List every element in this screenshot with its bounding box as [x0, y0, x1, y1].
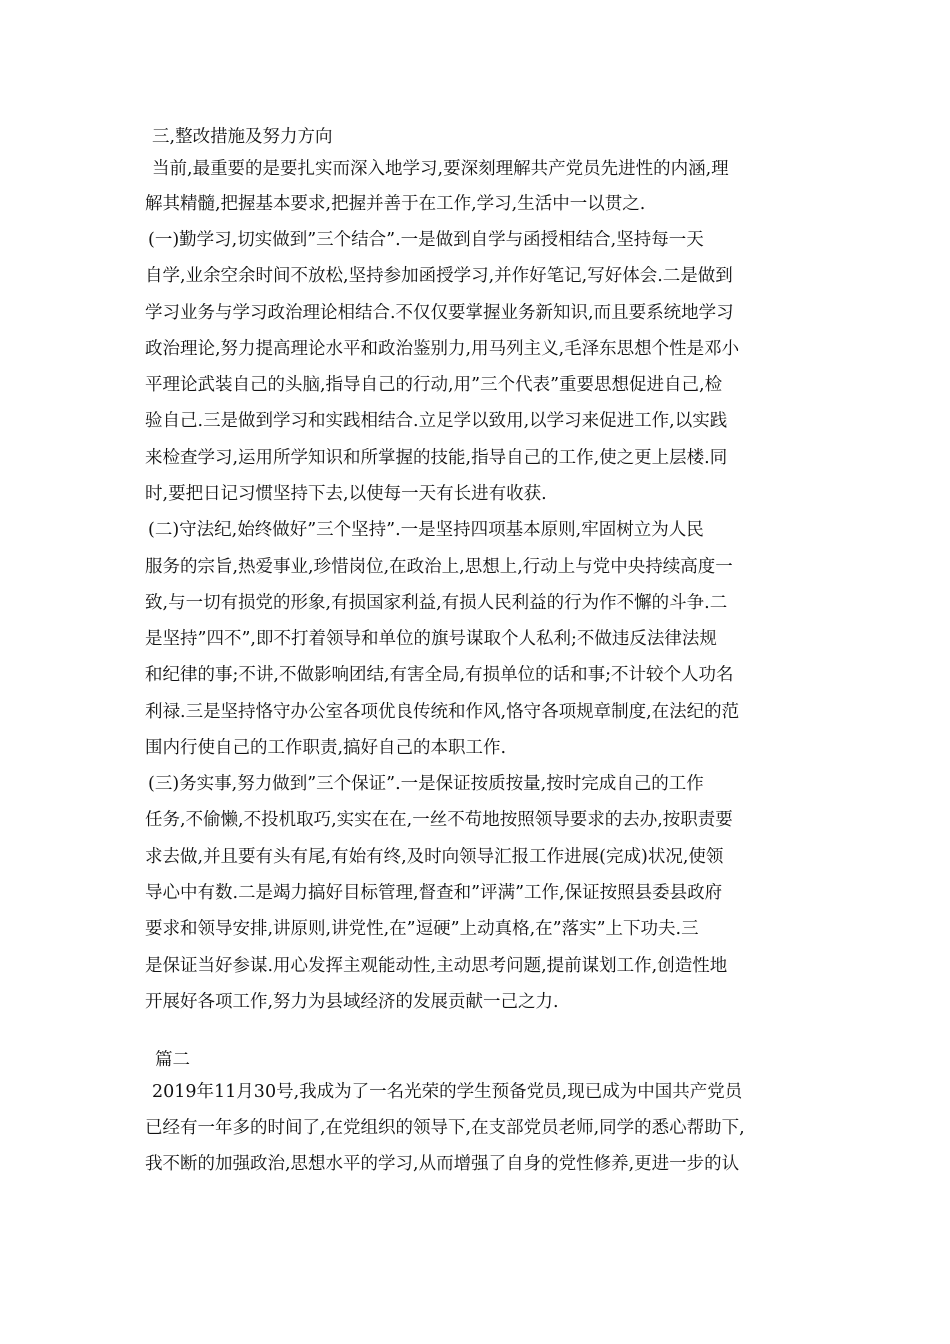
text-line: 2019年11月30号,我成为了一名光荣的学生预备党员,现已成为中国共产党员 — [152, 1082, 743, 1102]
text-line: 政治理论,努力提高理论水平和政治鉴别力,用马列主义,毛泽东思想个性是邓小 — [145, 339, 740, 359]
text-line: 和纪律的事;不讲,不做影响团结,有害全局,有损单位的话和事;不计较个人功名 — [145, 665, 734, 685]
text-line: 自学,业余空余时间不放松,坚持参加函授学习,并作好笔记,写好体会.二是做到 — [145, 266, 733, 286]
text-line: 要求和领导安排,讲原则,讲党性,在”逗硬”上动真格,在”落实”上下功夫.三 — [145, 919, 699, 939]
section-heading: 三,整改措施及努力方向 — [152, 127, 333, 147]
text-line: 利禄.三是坚持恪守办公室各项优良传统和作风,恪守各项规章制度,在法纪的范 — [145, 702, 740, 722]
part-heading: 篇二 — [155, 1050, 190, 1070]
text-line: 围内行使自己的工作职责,搞好自己的本职工作. — [145, 738, 507, 758]
text-line: 时,要把日记习惯坚持下去,以使每一天有长进有收获. — [145, 484, 547, 504]
text-line: 我不断的加强政治,思想水平的学习,从而增强了自身的党性修养,更进一步的认 — [145, 1154, 740, 1174]
text-line: 任务,不偷懒,不投机取巧,实实在在,一丝不苟地按照领导要求的去办,按职责要 — [145, 810, 733, 830]
text-line: (三)务实事,努力做到”三个保证”.一是保证按质按量,按时完成自己的工作 — [148, 774, 704, 794]
text-line: 验自己.三是做到学习和实践相结合.立足学以致用,以学习来促进工作,以实践 — [145, 411, 728, 431]
text-line: 导心中有数.二是竭力搞好目标管理,督查和”评满”工作,保证按照县委县政府 — [145, 883, 723, 903]
text-line: 平理论武装自己的头脑,指导自己的行动,用”三个代表”重要思想促进自己,检 — [145, 375, 723, 395]
text-line: 致,与一切有损党的形象,有损国家利益,有损人民利益的行为作不懈的斗争.二 — [145, 593, 728, 613]
text-line: 学习业务与学习政治理论相结合.不仅仅要掌握业务新知识,而且要系统地学习 — [145, 303, 734, 323]
text-line: 是坚持”四不”,即不打着领导和单位的旗号谋取个人私利;不做违反法律法规 — [145, 629, 717, 649]
text-line: (二)守法纪,始终做好”三个坚持”.一是坚持四项基本原则,牢固树立为人民 — [148, 520, 704, 540]
text-line: 已经有一年多的时间了,在党组织的领导下,在支部党员老师,同学的悉心帮助下, — [145, 1118, 745, 1138]
text-line: 开展好各项工作,努力为县域经济的发展贡献一己之力. — [145, 992, 559, 1012]
text-line: 求去做,并且要有头有尾,有始有终,及时向领导汇报工作进展(完成)状况,使领 — [145, 847, 724, 867]
text-line: 服务的宗旨,热爱事业,珍惜岗位,在政治上,思想上,行动上与党中央持续高度一 — [145, 557, 733, 577]
text-line: 解其精髓,把握基本要求,把握并善于在工作,学习,生活中一以贯之. — [145, 194, 646, 214]
text-line: 来检查学习,运用所学知识和所掌握的技能,指导自己的工作,使之更上层楼.同 — [145, 448, 728, 468]
text-line: 是保证当好参谋.用心发挥主观能动性,主动思考问题,提前谋划工作,创造性地 — [145, 956, 728, 976]
text-line: 当前,最重要的是要扎实而深入地学习,要深刻理解共产党员先进性的内涵,理 — [152, 159, 729, 179]
text-line: (一)勤学习,切实做到”三个结合”.一是做到自学与函授相结合,坚持每一天 — [148, 230, 704, 250]
